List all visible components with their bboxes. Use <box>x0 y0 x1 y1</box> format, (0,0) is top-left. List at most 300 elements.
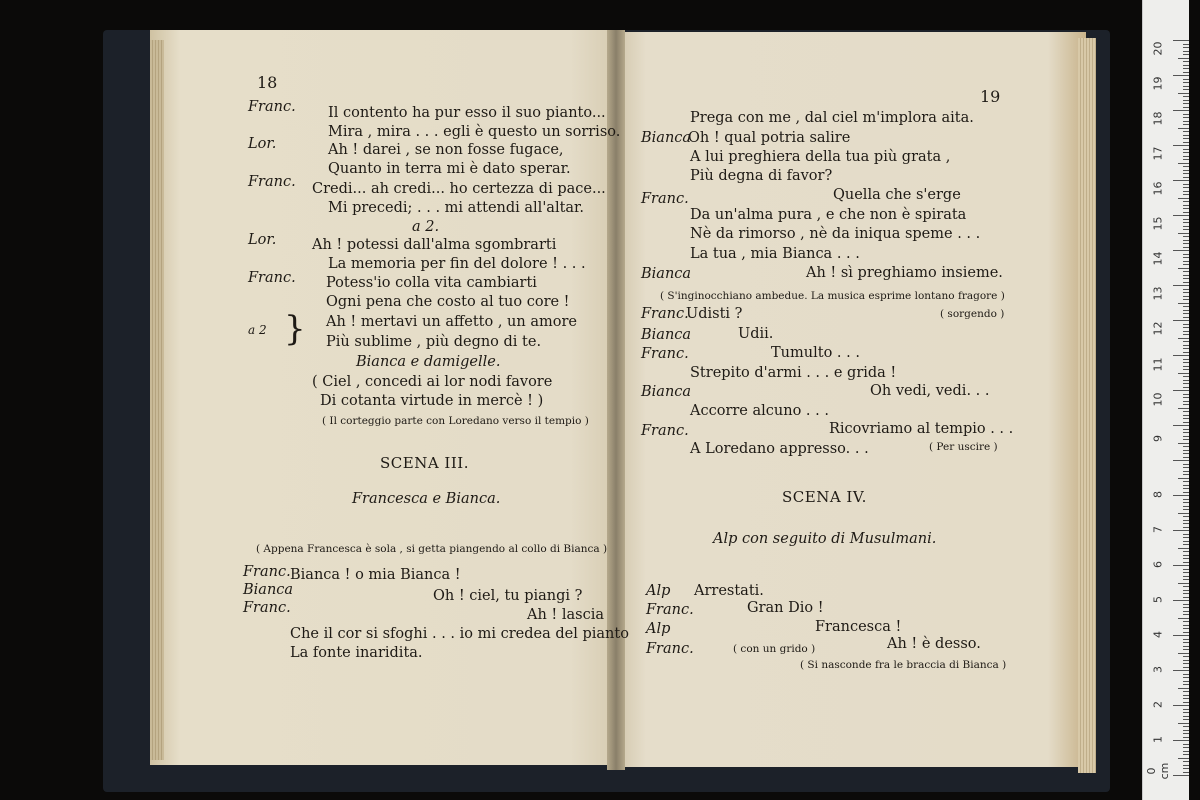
verse-line: Arrestati. <box>694 583 764 599</box>
ruler-tick <box>1183 103 1189 104</box>
verse-line: Che il cor si sfoghi . . . io mi credea del pianto <box>290 626 629 642</box>
ruler-tick <box>1183 352 1189 353</box>
ruler-tick <box>1173 320 1189 321</box>
ruler-number: 12 <box>1151 321 1165 336</box>
ruler-tick <box>1183 716 1189 717</box>
ruler-tick <box>1183 614 1189 615</box>
ruler-tick <box>1183 72 1189 73</box>
ruler-tick <box>1183 436 1189 437</box>
stage-direction: ( S'inginocchiano ambedue. La musica esprime lontano fragore ) <box>660 290 1005 302</box>
ruler-tick <box>1183 394 1189 395</box>
ruler-tick <box>1183 138 1189 139</box>
scene-heading: SCENA III. <box>380 454 469 472</box>
ruler-tick <box>1183 79 1189 80</box>
ruler-tick <box>1183 576 1189 577</box>
ruler-tick <box>1183 506 1189 507</box>
ruler-tick <box>1183 429 1189 430</box>
ruler-tick <box>1183 324 1189 325</box>
verse-line: La fonte inaridita. <box>290 645 423 661</box>
verse-line: Ah ! sì preghiamo insieme. <box>806 265 1003 281</box>
ruler-tick <box>1178 408 1189 409</box>
ruler-tick <box>1178 688 1189 689</box>
verse-line: Strepito d'armi . . . e grida ! <box>690 365 897 381</box>
scene-heading: SCENA IV. <box>782 488 867 506</box>
ruler-tick <box>1183 516 1189 517</box>
ruler-tick <box>1183 751 1189 752</box>
brace-icon: } <box>284 309 306 349</box>
ruler-tick <box>1183 562 1189 563</box>
ruler-tick <box>1183 383 1189 384</box>
ruler-tick <box>1183 488 1189 489</box>
ruler-tick <box>1183 278 1189 279</box>
speaker: Alp <box>646 621 671 637</box>
ruler-tick <box>1183 401 1189 402</box>
ruler-tick <box>1183 282 1189 283</box>
left-page-edges <box>150 40 164 760</box>
ruler-tick <box>1183 712 1189 713</box>
ruler-tick <box>1183 572 1189 573</box>
ruler-tick <box>1178 268 1189 269</box>
speaker: Bianca <box>641 266 692 282</box>
ruler-tick <box>1183 299 1189 300</box>
ruler-tick <box>1183 677 1189 678</box>
ruler-tick <box>1183 219 1189 220</box>
ruler-number: 16 <box>1151 181 1165 196</box>
stage-character-line: Bianca e damigelle. <box>356 354 501 370</box>
measurement-ruler <box>1142 0 1189 800</box>
ruler-tick <box>1183 135 1189 136</box>
ruler-tick <box>1183 142 1189 143</box>
verse-line: Udisti ? <box>686 306 743 322</box>
ruler-tick <box>1183 523 1189 524</box>
ruler-tick <box>1178 373 1189 374</box>
ruler-tick <box>1178 758 1189 759</box>
ruler-tick <box>1183 86 1189 87</box>
ruler-tick <box>1183 264 1189 265</box>
duet-marker: a 2. <box>412 219 440 235</box>
ruler-tick <box>1183 534 1189 535</box>
speaker: Franc. <box>243 564 291 580</box>
verse-line: Credi... ah credi... ho certezza di pace... <box>312 181 606 197</box>
ruler-tick <box>1178 233 1189 234</box>
ruler-tick <box>1183 117 1189 118</box>
ruler-tick <box>1183 229 1189 230</box>
ruler-tick <box>1183 166 1189 167</box>
verse-line: Il contento ha pur esso il suo pianto... <box>328 105 606 121</box>
ruler-tick <box>1183 621 1189 622</box>
ruler-tick <box>1183 551 1189 552</box>
ruler-tick <box>1178 723 1189 724</box>
verse-line: ( Ciel , concedi ai lor nodi favore <box>312 374 553 390</box>
ruler-tick <box>1183 201 1189 202</box>
ruler-tick <box>1183 82 1189 83</box>
ruler-tick <box>1183 632 1189 633</box>
ruler-tick <box>1183 257 1189 258</box>
ruler-tick <box>1183 114 1189 115</box>
verse-line: Accorre alcuno . . . <box>690 403 829 419</box>
stage-direction: ( Si nasconde fra le braccia di Bianca ) <box>800 659 1007 671</box>
ruler-tick <box>1183 271 1189 272</box>
speaker: Bianca <box>641 384 692 400</box>
ruler-tick <box>1183 359 1189 360</box>
verse-line: Oh vedi, vedi. . . <box>870 383 990 399</box>
ruler-tick <box>1183 376 1189 377</box>
ruler-number: 4 <box>1151 631 1165 638</box>
ruler-tick <box>1178 443 1189 444</box>
ruler-tick <box>1183 152 1189 153</box>
ruler-tick <box>1183 471 1189 472</box>
verse-line: Ah ! potessi dall'alma sgombrarti <box>312 237 557 253</box>
ruler-tick <box>1183 569 1189 570</box>
ruler-tick <box>1183 772 1189 773</box>
ruler-tick <box>1173 600 1189 601</box>
ruler-tick <box>1178 163 1189 164</box>
ruler-tick <box>1183 432 1189 433</box>
ruler-tick <box>1173 495 1189 496</box>
ruler-tick <box>1183 61 1189 62</box>
ruler-tick <box>1183 520 1189 521</box>
ruler-tick <box>1173 390 1189 391</box>
ruler-tick <box>1183 96 1189 97</box>
ruler-tick <box>1183 558 1189 559</box>
speaker: Franc. <box>646 602 694 618</box>
ruler-tick <box>1173 705 1189 706</box>
ruler-tick <box>1183 453 1189 454</box>
ruler-tick <box>1183 240 1189 241</box>
ruler-tick <box>1173 425 1189 426</box>
ruler-tick <box>1183 292 1189 293</box>
ruler-tick <box>1183 733 1189 734</box>
ruler-number: 17 <box>1151 146 1165 161</box>
ruler-tick <box>1183 222 1189 223</box>
ruler-tick <box>1183 744 1189 745</box>
speaker: a 2 <box>248 323 267 337</box>
page-number-right: 19 <box>980 87 1001 106</box>
ruler-tick <box>1183 313 1189 314</box>
ruler-tick <box>1183 684 1189 685</box>
ruler-tick <box>1178 583 1189 584</box>
ruler-tick <box>1178 478 1189 479</box>
ruler-number: 10 <box>1151 392 1165 407</box>
verse-line: Francesca ! <box>815 619 902 635</box>
speaker: Franc. <box>646 641 694 657</box>
verse-line: Ricovriamo al tempio . . . <box>829 421 1014 437</box>
ruler-tick <box>1183 457 1189 458</box>
ruler-number: 6 <box>1151 561 1165 568</box>
verse-line: Mi precedi; . . . mi attendi all'altar. <box>328 200 585 216</box>
ruler-tick <box>1183 341 1189 342</box>
ruler-tick <box>1183 768 1189 769</box>
ruler-tick <box>1183 492 1189 493</box>
right-page-edges <box>1078 38 1096 773</box>
ruler-tick <box>1183 89 1189 90</box>
ruler-tick <box>1183 579 1189 580</box>
verse-line: Oh ! qual potria salire <box>688 130 851 146</box>
speaker: Franc. <box>641 191 689 207</box>
ruler-tick <box>1173 670 1189 671</box>
ruler-tick <box>1178 93 1189 94</box>
ruler-tick <box>1183 173 1189 174</box>
ruler-tick <box>1183 586 1189 587</box>
ruler-tick <box>1183 649 1189 650</box>
ruler-tick <box>1183 51 1189 52</box>
ruler-tick <box>1183 345 1189 346</box>
ruler-tick <box>1183 765 1189 766</box>
ruler-number: 13 <box>1151 286 1165 301</box>
speaker: Franc. <box>248 174 296 190</box>
ruler-number: 14 <box>1151 251 1165 266</box>
speaker: Franc. <box>641 346 689 362</box>
verse-line: Prega con me , dal ciel m'implora aita. <box>690 110 974 126</box>
ruler-tick <box>1183 481 1189 482</box>
ruler-tick <box>1183 474 1189 475</box>
ruler-tick <box>1183 656 1189 657</box>
ruler-tick <box>1183 289 1189 290</box>
ruler-tick <box>1183 537 1189 538</box>
ruler-tick <box>1183 639 1189 640</box>
ruler-tick <box>1183 212 1189 213</box>
ruler-number: 11 <box>1151 357 1165 372</box>
ruler-tick <box>1183 226 1189 227</box>
ruler-tick <box>1183 131 1189 132</box>
verse-line: Più degna di favor? <box>690 168 833 184</box>
verse-line: Di cotanta virtude in mercè ! ) <box>320 393 544 409</box>
verse-line: Da un'alma pura , e che non è spirata <box>690 207 967 223</box>
ruler-tick <box>1178 618 1189 619</box>
ruler-tick <box>1183 625 1189 626</box>
ruler-tick <box>1183 121 1189 122</box>
ruler-tick <box>1183 306 1189 307</box>
ruler-tick <box>1173 110 1189 111</box>
ruler-tick <box>1183 646 1189 647</box>
ruler-tick <box>1183 380 1189 381</box>
ruler-tick <box>1183 208 1189 209</box>
ruler-tick <box>1183 527 1189 528</box>
ruler-tick <box>1183 502 1189 503</box>
stage-direction: ( Appena Francesca è sola , si getta piangendo al collo di Bianca ) <box>256 543 608 555</box>
ruler-tick <box>1183 177 1189 178</box>
ruler-number: 2 <box>1151 701 1165 708</box>
speaker: Franc. <box>248 99 296 115</box>
ruler-tick <box>1178 128 1189 129</box>
ruler-tick <box>1178 513 1189 514</box>
ruler-tick <box>1183 642 1189 643</box>
ruler-tick <box>1178 548 1189 549</box>
ruler-tick <box>1183 450 1189 451</box>
ruler-tick <box>1173 635 1189 636</box>
verse-line: Gran Dio ! <box>747 600 824 616</box>
ruler-tick <box>1173 740 1189 741</box>
ruler-tick <box>1183 628 1189 629</box>
ruler-tick <box>1183 544 1189 545</box>
ruler-tick <box>1183 415 1189 416</box>
ruler-tick <box>1173 355 1189 356</box>
ruler-tick <box>1183 107 1189 108</box>
ruler-tick <box>1183 310 1189 311</box>
ruler-tick <box>1183 187 1189 188</box>
scene-characters: Francesca e Bianca. <box>352 491 501 507</box>
ruler-tick <box>1183 737 1189 738</box>
ruler-tick <box>1183 261 1189 262</box>
stage-direction: ( sorgendo ) <box>940 308 1005 320</box>
ruler-tick <box>1183 499 1189 500</box>
ruler-tick <box>1178 58 1189 59</box>
ruler-tick <box>1183 47 1189 48</box>
ruler-tick <box>1183 604 1189 605</box>
speaker: Bianca <box>641 130 692 146</box>
ruler-tick <box>1183 446 1189 447</box>
speaker: Franc. <box>641 306 689 322</box>
ruler-tick <box>1178 198 1189 199</box>
ruler-tick <box>1183 317 1189 318</box>
ruler-tick <box>1183 691 1189 692</box>
ruler-tick <box>1183 191 1189 192</box>
verse-line: A lui preghiera della tua più grata , <box>690 149 951 165</box>
ruler-tick <box>1173 285 1189 286</box>
ruler-tick <box>1183 590 1189 591</box>
ruler-tick <box>1183 719 1189 720</box>
ruler-number: 19 <box>1151 76 1165 91</box>
ruler-tick <box>1173 775 1189 776</box>
verse-line: Più sublime , più degno di te. <box>326 334 542 350</box>
ruler-tick <box>1183 467 1189 468</box>
ruler-tick <box>1183 296 1189 297</box>
ruler-tick <box>1183 464 1189 465</box>
ruler-number: 15 <box>1151 216 1165 231</box>
speaker: Bianca <box>243 582 294 598</box>
verse-line: Mira , mira . . . egli è questo un sorriso. <box>328 124 621 140</box>
speaker: Franc. <box>641 423 689 439</box>
verse-line: Ah ! mertavi un affetto , un amore <box>326 314 577 330</box>
verse-line: A Loredano appresso. . . <box>690 441 869 457</box>
ruler-tick <box>1178 338 1189 339</box>
ruler-tick <box>1183 660 1189 661</box>
speaker: Lor. <box>248 232 277 248</box>
ruler-tick <box>1183 327 1189 328</box>
ruler-tick <box>1183 124 1189 125</box>
ruler-tick <box>1173 530 1189 531</box>
verse-line: Quella che s'erge <box>833 187 961 203</box>
ruler-tick <box>1183 194 1189 195</box>
ruler-tick <box>1183 597 1189 598</box>
ruler-tick <box>1183 663 1189 664</box>
ruler-tick <box>1183 205 1189 206</box>
ruler-tick <box>1183 68 1189 69</box>
ruler-number: 1 <box>1151 736 1165 743</box>
ruler-tick <box>1183 362 1189 363</box>
ruler-tick <box>1183 730 1189 731</box>
ruler-tick <box>1178 303 1189 304</box>
ruler-tick <box>1173 40 1189 41</box>
ruler-tick <box>1178 653 1189 654</box>
ruler-tick <box>1183 695 1189 696</box>
ruler-tick <box>1183 422 1189 423</box>
ruler-tick <box>1183 156 1189 157</box>
verse-line: Quanto in terra mi è dato sperar. <box>328 161 571 177</box>
verse-line: La tua , mia Bianca . . . <box>690 246 860 262</box>
speaker: Franc. <box>248 270 296 286</box>
speaker: Bianca <box>641 327 692 343</box>
ruler-tick <box>1183 331 1189 332</box>
ruler-tick <box>1173 565 1189 566</box>
book-gutter <box>607 30 625 770</box>
ruler-tick <box>1183 348 1189 349</box>
verse-line: Bianca ! o mia Bianca ! <box>290 567 461 583</box>
verse-line: Ah ! è desso. <box>887 636 981 652</box>
ruler-tick <box>1173 145 1189 146</box>
ruler-tick <box>1183 555 1189 556</box>
stage-direction: ( Il corteggio parte con Loredano verso il tempio ) <box>322 415 589 427</box>
ruler-tick <box>1183 275 1189 276</box>
ruler-tick <box>1183 439 1189 440</box>
ruler-number: 3 <box>1151 666 1165 673</box>
speaker: Franc. <box>243 600 291 616</box>
ruler-tick <box>1183 709 1189 710</box>
ruler-number: 9 <box>1151 435 1165 442</box>
ruler-number: 7 <box>1151 526 1165 533</box>
ruler-tick <box>1183 236 1189 237</box>
ruler-tick <box>1183 593 1189 594</box>
ruler-tick <box>1183 667 1189 668</box>
ruler-tick <box>1183 65 1189 66</box>
ruler-number: 5 <box>1151 596 1165 603</box>
verse-line: Ah ! darei , se non fosse fugace, <box>328 142 564 158</box>
stage-direction: ( Per uscire ) <box>929 441 998 453</box>
ruler-number: 8 <box>1151 491 1165 498</box>
ruler-tick <box>1173 180 1189 181</box>
ruler-tick <box>1183 366 1189 367</box>
ruler-tick <box>1173 215 1189 216</box>
ruler-tick <box>1183 170 1189 171</box>
ruler-tick <box>1183 387 1189 388</box>
ruler-tick <box>1183 54 1189 55</box>
ruler-tick <box>1183 184 1189 185</box>
ruler-tick <box>1173 75 1189 76</box>
ruler-tick <box>1183 247 1189 248</box>
ruler-tick <box>1183 369 1189 370</box>
ruler-tick <box>1183 485 1189 486</box>
ruler-tick <box>1183 541 1189 542</box>
ruler-tick <box>1183 747 1189 748</box>
ruler-tick <box>1183 159 1189 160</box>
speaker: Lor. <box>248 136 277 152</box>
ruler-tick <box>1183 674 1189 675</box>
ruler-tick <box>1183 726 1189 727</box>
page-number-left: 18 <box>257 73 278 92</box>
ruler-tick <box>1173 460 1189 461</box>
verse-line: Oh ! ciel, tu piangi ? <box>433 588 583 604</box>
ruler-tick <box>1183 681 1189 682</box>
ruler-tick <box>1183 44 1189 45</box>
ruler-tick <box>1183 149 1189 150</box>
verse-line: Ogni pena che costo al tuo core ! <box>326 294 570 310</box>
ruler-tick <box>1183 702 1189 703</box>
verse-line: Udii. <box>738 326 774 342</box>
verse-line: Tumulto . . . <box>771 345 860 361</box>
verse-line: Potess'io colla vita cambiarti <box>326 275 537 291</box>
ruler-tick <box>1183 607 1189 608</box>
ruler-tick <box>1183 334 1189 335</box>
scene-characters: Alp con seguito di Musulmani. <box>713 531 937 547</box>
ruler-number: 20 <box>1151 41 1165 56</box>
ruler-tick <box>1183 411 1189 412</box>
ruler-tick <box>1183 754 1189 755</box>
verse-line: Ah ! lascia <box>527 607 604 623</box>
ruler-tick <box>1183 404 1189 405</box>
ruler-tick <box>1183 611 1189 612</box>
ruler-tick <box>1173 250 1189 251</box>
ruler-tick <box>1183 100 1189 101</box>
